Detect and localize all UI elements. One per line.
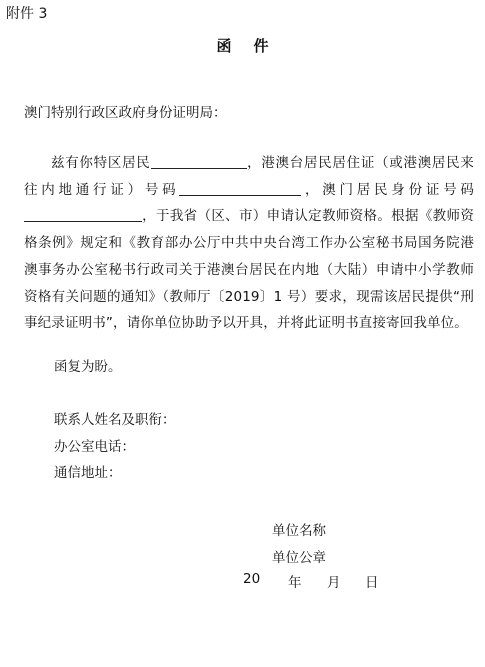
date-year: 年 — [288, 575, 302, 591]
unit-name: 单位名称 — [272, 523, 326, 539]
document-title — [0, 35, 485, 56]
body-text-1: 兹有你特区居民 — [51, 155, 151, 171]
body-text-3: ，澳门居民身份证号码 — [301, 181, 475, 198]
blank-permit-number — [179, 181, 301, 196]
annex-label: 附件 3 — [6, 6, 48, 22]
contact-address: 通信地址： — [54, 465, 122, 481]
date-day: 日 — [365, 575, 379, 591]
recipient-line: 澳门特别行政区政府身份证明局： — [24, 105, 227, 121]
body-text-4: ，于我省（区、市）申请认定教师资格。根据《教师资格条例》规定和《教育部办公厅中共中央台湾工作办公室秘书局国务院港澳事务办公室秘书行政司关于港澳台居民在内地（大陆）申请中小学教师资格有关问题的通知》（教师厅〔2019〕1 号）要求，现需该居民提供“刑事纪录证明书”，请你单位协助予以开具，并将此证明书直接寄回我单位。 — [24, 208, 474, 332]
date-year-prefix: 20 — [243, 571, 261, 587]
title-char-1: 函 — [216, 37, 232, 55]
title-char-2: 件 — [253, 37, 269, 55]
contact-name-title: 联系人姓名及职衔： — [54, 412, 176, 428]
date-line — [243, 571, 379, 667]
body-text-2: ，港澳台居民居住证（或港澳居民来往内地通行证）号码 — [24, 155, 474, 198]
closing-line: 函复为盼。 — [54, 359, 122, 375]
body-paragraph — [24, 150, 474, 337]
date-month: 月 — [327, 575, 341, 591]
blank-id-number — [24, 207, 142, 222]
blank-resident-name — [151, 154, 247, 169]
contact-phone: 办公室电话： — [54, 439, 135, 455]
unit-seal: 单位公章 — [272, 550, 326, 566]
